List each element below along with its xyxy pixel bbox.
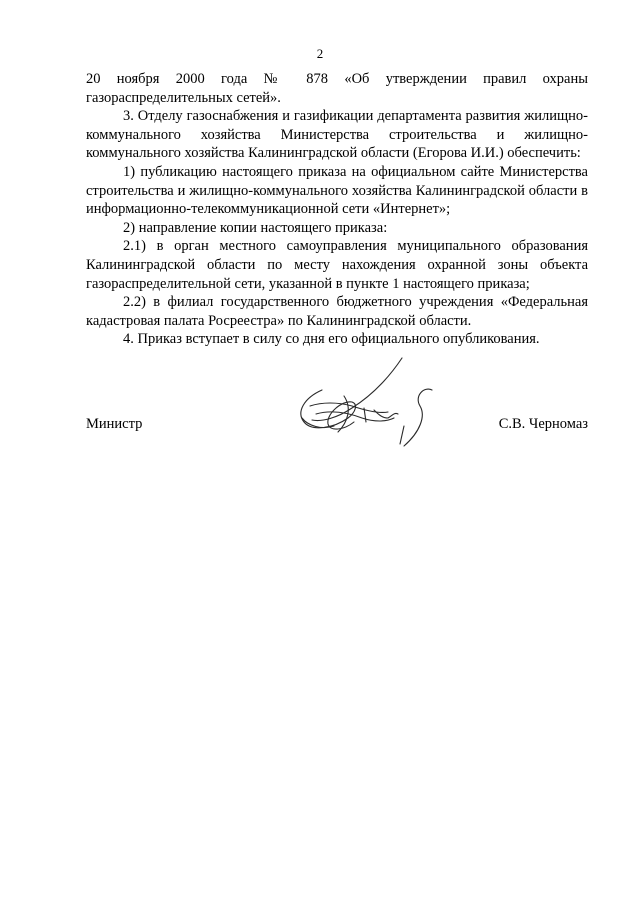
signatory-title: Министр	[86, 416, 143, 432]
paragraph-subitem-2-1: 2.1) в орган местного самоуправления муниципального образования Калининградской области по месту нахождения охранной зоны объекта газораспределительной сети, указанной в пункте 1 настоящего приказа;	[86, 238, 588, 292]
paragraph-subitem-1: 1) публикацию настоящего приказа на официальном сайте Министерства строительства и жилищно-коммунального хозяйства Калининградской области в информационно-телекоммуникационной сети «Интернет»;	[86, 163, 588, 218]
signatory-name: С.В. Черномаз	[498, 416, 588, 432]
handwritten-signature	[282, 356, 452, 451]
page-number: 2	[316, 46, 324, 61]
paragraph-subitem-2-2: 2.2) в филиал государственного бюджетного учреждения «Федеральная кадастровая палата Росреестра» по Калининградской области.	[86, 294, 588, 329]
paragraph-item-3: 3. Отделу газоснабжения и газификации департамента развития жилищно-коммунального хозяйства Министерства строительства и жилищно-коммунального хозяйства Калининградской области (Егорова И.И.) обеспечить:	[86, 108, 588, 162]
paragraph-subitem-2: 2) направление копии настоящего приказа:	[123, 219, 388, 236]
paragraph-continuation-line-2: газораспределительных сетей».	[86, 89, 281, 106]
paragraph-item-4: 4. Приказ вступает в силу со дня его официального опубликования.	[123, 331, 540, 348]
document-body	[86, 70, 588, 349]
paragraph-continuation-line-1: 20 ноября 2000 года № 878 «Об утверждении правил охраны	[86, 71, 588, 87]
